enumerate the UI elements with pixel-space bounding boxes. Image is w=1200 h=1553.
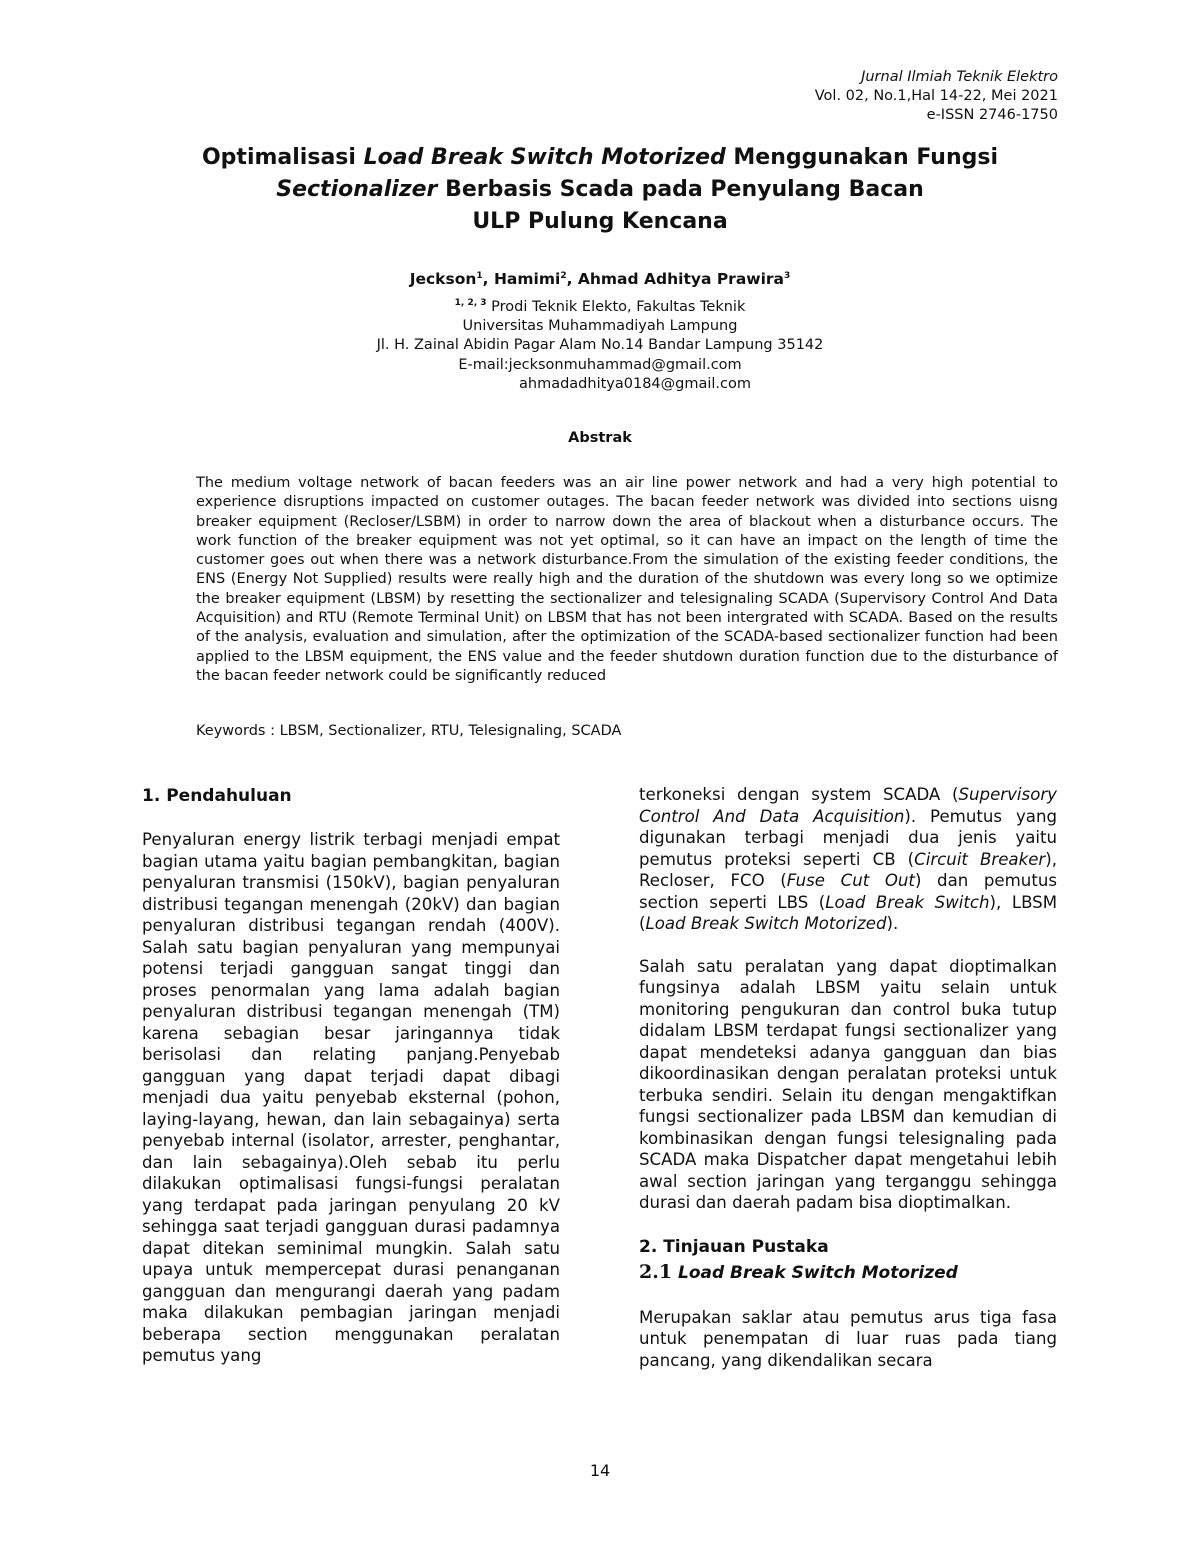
- author-3: Ahmad Adhitya Prawira: [577, 270, 785, 288]
- title-part2: Load Break Switch Motorized: [363, 145, 726, 170]
- affiliation-block: [100, 294, 1100, 394]
- abstract-text: The medium voltage network of bacan feeders was an air line power network and had a very high potential to experience disruptions impacted on customer outages. The bacan feeder network was divided into sections uisng breaker equipment (Recloser/LSBM) in order to narrow down the area of blackout when a disturbance occurs. The work function of the breaker equipment was not yet optimal, so it can have an impact on the length of time the customer goes out when there was a network disturbance.From the simulation of the existing feeder conditions, the ENS (Energy Not Supplied) results were really high and the duration of the shutdown was every long so we optimize the breaker equipment (LBSM) by resetting the sectionalizer and telesignaling SCADA (Supervisory Control And Data Acquisition) and RTU (Remote Terminal Unit) on LBSM that has not been intergrated with SCADA. Based on the results of the analysis, evaluation and simulation, after the optimization of the SCADA-based sectionalizer function had been applied to the LBSM equipment, the ENS value and the feeder shutdown duration function due to the disturbance of the bacan feeder network could be significantly reduced: [196, 475, 1058, 684]
- section-1-paragraph-1: Penyaluran energy listrik terbagi menjadi empat bagian utama yaitu bagian pembangkitan, bagian penyaluran transmisi (150kV), bagian penyaluran distribusi tegangan menengah (20kV) dan bagian penyaluran distribusi tegangan rendah (400V). Salah satu bagian penyaluran yang mempunyai potensi terjadi gangguan sangat tinggi dan proses penormalan yang lama adalah bagian penyaluran distribusi tegangan menengah (TM) karena sebagian besar jaringannya tidak berisolasi dan relating panjang.Penyebab gangguan yang dapat terjadi dapat dibagi menjadi dua yaitu penyebab eksternal (pohon, laying-layang, hewan, dan lain sebagainya) serta penyebab internal (isolator, arrester, penghantar, dan lain sebagainya).Oleh sebab itu perlu dilakukan optimalisasi fungsi-fungsi peralatan yang terdapat pada jaringan penyulang 20 kV sehingga saat terjadi gangguan durasi padamnya dapat ditekan seminimal mungkin. Salah satu upaya untuk mempercepat durasi penanganan gangguan dan mengurangi daerah yang padam maka dilakukan pembagian jaringan menjadi beberapa section menggunakan peralatan pemutus yang: [142, 830, 560, 1365]
- subsection-number: 2.1: [639, 1260, 673, 1283]
- author-list: [100, 270, 1100, 288]
- section-1-heading: 1. Pendahuluan: [142, 786, 292, 806]
- para2-text: ). Pemutus yang digunakan terbagi menjadi dua jenis yaitu pemutus proteksi seperti CB (: [639, 806, 1057, 869]
- section-1-paragraph-2: [639, 784, 1057, 935]
- right-column: [639, 784, 1057, 1371]
- author-2-sup: 2: [560, 270, 567, 281]
- journal-name: Jurnal Ilmiah Teknik Elektro: [861, 69, 1058, 85]
- section-2-heading: 2. Tinjauan Pustaka: [639, 1236, 829, 1257]
- title-part3: Menggunakan Fungsi: [725, 145, 998, 170]
- para2-text: ), Recloser, FCO (: [639, 849, 1057, 890]
- abstract-heading: Abstrak: [568, 430, 632, 446]
- title-line3: ULP Pulung Kencana: [472, 209, 728, 234]
- title-part4: Sectionalizer: [276, 177, 438, 202]
- para2-text: ), LBSM (: [639, 892, 1058, 933]
- para2-italic: Load Break Switch Motorized: [645, 914, 887, 933]
- title-part1: Optimalisasi: [201, 145, 364, 170]
- author-sep: ,: [482, 270, 494, 288]
- author-3-sup: 3: [784, 270, 791, 281]
- left-column: [142, 784, 560, 1367]
- author-1-sup: 1: [476, 270, 483, 281]
- author-1: Jeckson: [409, 270, 477, 288]
- para2-text: terkoneksi dengan system SCADA (: [639, 785, 959, 804]
- para2-italic: Load Break Switch: [825, 892, 990, 912]
- affiliation-sup: 1, 2, 3: [454, 298, 487, 308]
- author-sep: ,: [566, 270, 578, 288]
- affiliation-email2: ahmadadhitya0184@gmail.com: [519, 376, 751, 393]
- para2-italic: Fuse Cut Out: [786, 871, 915, 890]
- para2-text: ).: [886, 914, 899, 933]
- para2-italic: Circuit Breaker: [914, 849, 1046, 869]
- keywords: Keywords : LBSM, Sectionalizer, RTU, Telesignaling, SCADA: [196, 723, 622, 739]
- journal-volume: Vol. 02, No.1,Hal 14-22, Mei 2021: [814, 88, 1058, 104]
- affiliation-dept: Prodi Teknik Elekto, Fakultas Teknik: [491, 298, 746, 315]
- title-part5: Berbasis Scada pada Penyulang Bacan: [437, 177, 924, 202]
- paper-title: [100, 142, 1100, 238]
- affiliation-email1: E-mail:jecksonmuhammad@gmail.com: [458, 356, 742, 373]
- subsection-2-1-heading: [639, 1259, 1057, 1286]
- para2-text: ) dan pemutus section seperti LBS (: [639, 871, 1057, 912]
- page-number: 14: [589, 1461, 611, 1480]
- para2-italic: Supervisory Control And Data Acquisition: [639, 785, 1057, 826]
- subsection-title: Load Break Switch Motorized: [677, 1262, 958, 1283]
- affiliation-address: Jl. H. Zainal Abidin Pagar Alam No.14 Bandar Lampung 35142: [376, 337, 824, 354]
- journal-header: [815, 68, 1058, 125]
- affiliation-univ: Universitas Muhammadiyah Lampung: [462, 318, 738, 335]
- section-1-paragraph-3: Salah satu peralatan yang dapat dioptimalkan fungsinya adalah LBSM yaitu selain untuk monitoring pengukuran dan control buka tutup didalam LBSM terdapat fungsi sectionalizer yang dapat mendeteksi adanya gangguan dan bias dikoordinasikan dengan peralatan proteksi untuk terbuka sendiri. Selain itu dengan mengaktifkan fungsi sectionalizer pada LBSM dan kemudian di kombinasikan dengan fungsi telesignaling pada SCADA maka Dispatcher dapat mengetahui lebih awal section jaringan yang terganggu sehingga durasi dan daerah padam bisa dioptimalkan.: [639, 956, 1057, 1212]
- author-2: Hamimi: [493, 270, 561, 288]
- journal-issn: e-ISSN 2746-1750: [926, 107, 1058, 123]
- section-2-paragraph-1: Merupakan saklar atau pemutus arus tiga fasa untuk penempatan di luar ruas pada tiang pancang, yang dikendalikan secara: [639, 1307, 1057, 1370]
